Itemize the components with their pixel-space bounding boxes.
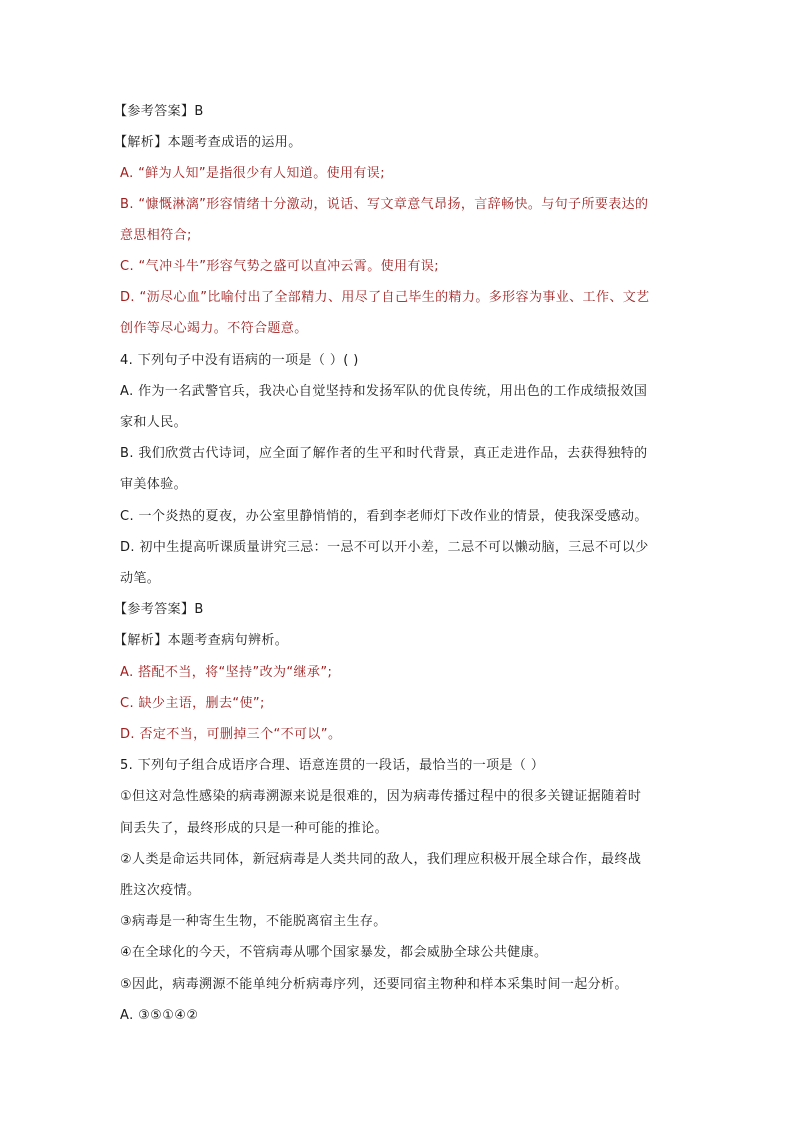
q3-explain-a: A. “鲜为人知”是指很少有人知道。使用有误;	[120, 166, 385, 181]
q4-analysis: 【解析】本题考查病句辨析。	[114, 633, 289, 648]
q4-explain-a: A. 搭配不当，将“坚持”改为“继承”;	[120, 665, 333, 680]
q5-stem: 5. 下列句子组合成语序合理、语意连贯的一段话，最恰当的一项是（ ）	[120, 758, 545, 773]
q5-sentence-1-line2: 间丢失了，最终形成的只是一种可能的推论。	[120, 821, 389, 836]
q4-answer: 【参考答案】B	[114, 602, 204, 617]
q3-answer: 【参考答案】B	[114, 104, 204, 119]
q5-sentence-2-line2: 胜这次疫情。	[120, 883, 201, 898]
q4-explain-c: C. 缺少主语，删去“使”;	[120, 696, 265, 711]
q4-explain-d: D. 否定不当，可删掉三个“不可以”。	[120, 727, 342, 742]
q5-sentence-3: ③病毒是一种寄生生物，不能脱离宿主生存。	[120, 914, 387, 929]
q3-explain-d-line1: D. “沥尽心血”比喻付出了全部精力、用尽了自己毕生的精力。多形容为事业、工作、文艺	[120, 290, 650, 305]
q3-explain-b-line2: 意思相符合;	[120, 228, 192, 243]
q4-option-b-line1: B. 我们欣赏古代诗词，应全面了解作者的生平和时代背景，真正走进作品，去获得独特的	[120, 446, 648, 461]
q3-explain-d-line2: 创作等尽心竭力。不符合题意。	[120, 321, 308, 336]
q5-sentence-5: ⑤因此，病毒溯源不能单纯分析病毒序列，还要同宿主物种和样本采集时间一起分析。	[120, 977, 628, 992]
q4-stem: 4. 下列句子中没有语病的一项是（ ）( )	[120, 353, 359, 368]
q4-option-b-line2: 审美体验。	[120, 477, 188, 492]
q3-analysis: 【解析】本题考查成语的运用。	[114, 135, 302, 150]
q5-sentence-4: ④在全球化的今天，不管病毒从哪个国家暴发，都会威胁全球公共健康。	[120, 945, 548, 960]
q3-explain-b-line1: B. “慷慨淋漓”形容情绪十分激动，说话、写文章意气昂扬，言辞畅快。与句子所要表达的	[120, 197, 649, 212]
q4-option-d-line1: D. 初中生提高听课质量讲究三忌：一忌不可以开小差，二忌不可以懒动脑，三忌不可以少	[120, 540, 649, 555]
q5-sentence-2-line1: ②人类是命运共同体，新冠病毒是人类共同的敌人，我们理应积极开展全球合作，最终战	[120, 852, 642, 867]
q3-explain-c: C. “气冲斗牛”形容气势之盛可以直冲云霄。使用有误;	[120, 259, 439, 274]
q5-option-a: A. ③⑤①④②	[120, 1008, 199, 1023]
q4-option-c: C. 一个炎热的夏夜，办公室里静悄悄的，看到李老师灯下改作业的情景，使我深受感动。	[120, 509, 648, 524]
q4-option-d-line2: 动笔。	[120, 571, 161, 586]
q4-option-a-line1: A. 作为一名武警官兵，我决心自觉坚持和发扬军队的优良传统，用出色的工作成绩报效国	[120, 384, 648, 399]
q5-sentence-1-line1: ①但这对急性感染的病毒溯源来说是很难的，因为病毒传播过程中的很多关键证据随着时	[120, 789, 642, 804]
q4-option-a-line2: 家和人民。	[120, 415, 188, 430]
